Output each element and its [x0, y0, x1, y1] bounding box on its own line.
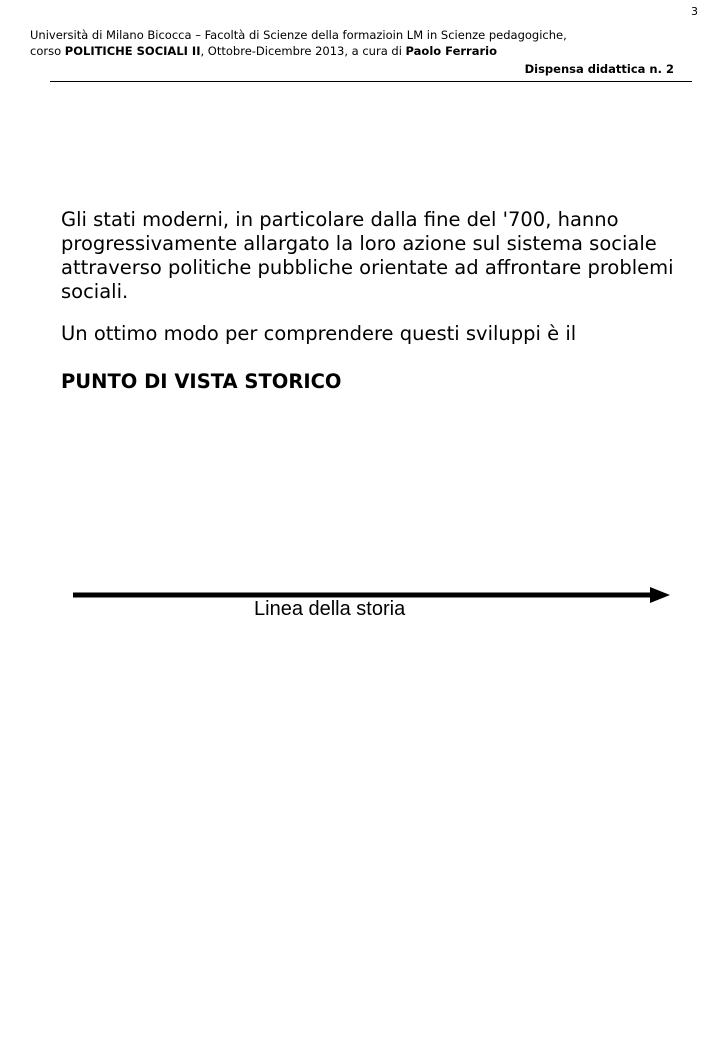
header-course-prefix: corso [30, 44, 65, 58]
main-content [61, 208, 681, 394]
timeline-arrowhead-icon [650, 587, 670, 603]
timeline-label: Linea della storia [254, 598, 406, 620]
header-course-line [30, 43, 670, 59]
intro-paragraph: Gli stati moderni, in particolare dalla fine del '700, hanno progressivamente allargato la loro azione sul sistema sociale attraverso politiche pubbliche orientate ad affrontare problemi sociali. [61, 208, 674, 303]
header-dispensa-label: Dispensa didattica n. 2 [524, 62, 674, 76]
page-number: 3 [691, 5, 698, 18]
method-paragraph: Un ottimo modo per comprendere questi sviluppi è il [61, 322, 577, 345]
document-header [30, 27, 670, 59]
header-course-name: POLITICHE SOCIALI II [64, 44, 201, 58]
historical-viewpoint-heading: PUNTO DI VISTA STORICO [61, 370, 342, 393]
header-course-middle: , Ottobre-Dicembre 2013, a cura di [200, 44, 406, 58]
header-institution-line: Università di Milano Bicocca – Facoltà di Scienze della formazioin LM in Scienze pedagogiche, [30, 28, 567, 42]
header-author: Paolo Ferrario [405, 44, 497, 58]
header-divider [50, 81, 692, 82]
